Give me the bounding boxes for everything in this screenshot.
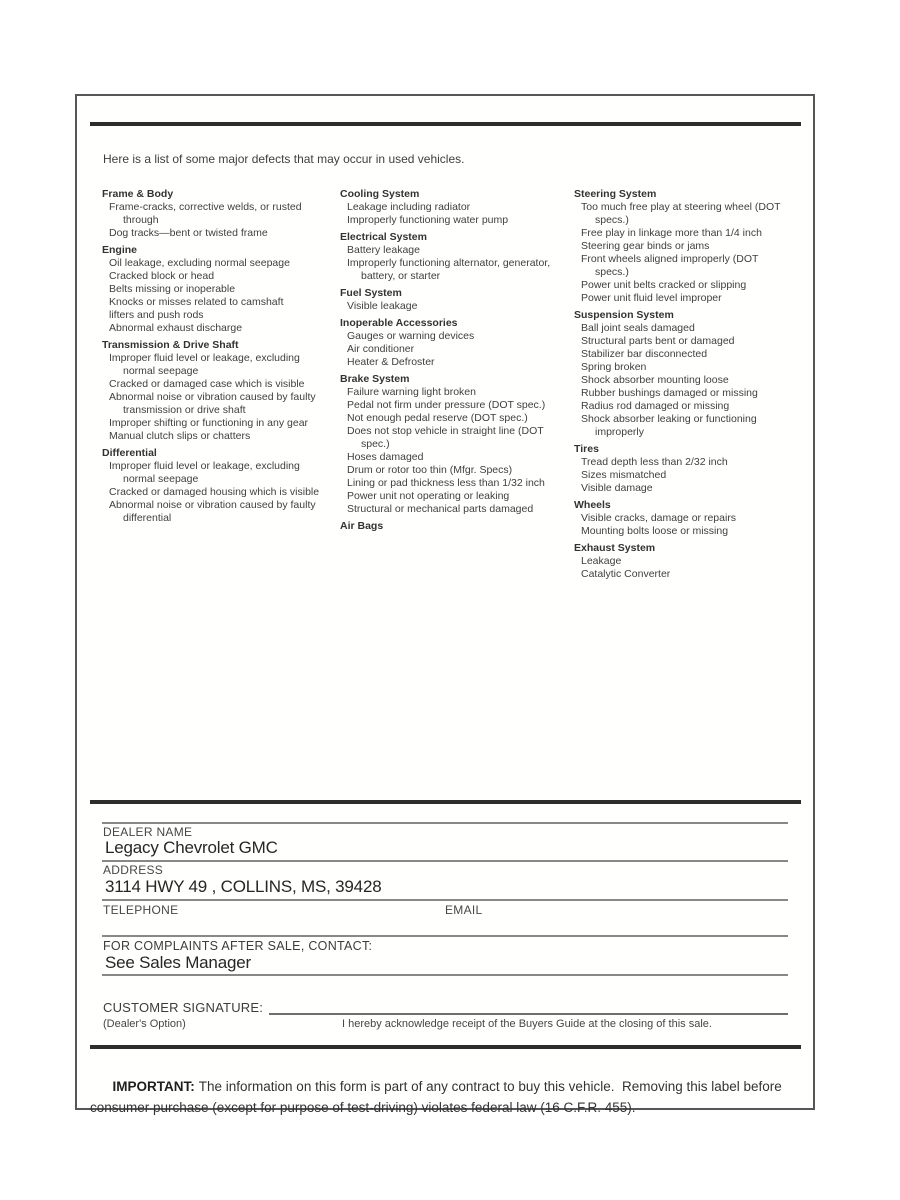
defect-item: Frame-cracks, corrective welds, or rusted through	[109, 201, 302, 226]
defect-item: Power unit not operating or leaking	[347, 490, 510, 502]
defect-item: Heater & Defroster	[347, 356, 435, 368]
telephone-label: TELEPHONE	[103, 903, 179, 917]
defect-section-heading: Electrical System	[340, 231, 427, 243]
defects-column-1	[102, 188, 332, 525]
defect-item: Ball joint seals damaged	[581, 322, 695, 334]
defect-section	[574, 542, 792, 581]
defect-section	[102, 244, 332, 335]
dealer-section-divider-rule	[90, 800, 801, 804]
defect-item: Leakage	[581, 555, 622, 567]
defect-section-heading: Suspension System	[574, 309, 674, 321]
defect-item: Free play in linkage more than 1/4 inch	[581, 227, 762, 239]
defect-item: Structural or mechanical parts damaged	[347, 503, 534, 515]
defect-item: Structural parts bent or damaged	[581, 335, 735, 347]
signature-acknowledgement-text: I hereby acknowledge receipt of the Buyers Guide at the closing of this sale.	[342, 1018, 712, 1030]
defect-item: Failure warning light broken	[347, 386, 476, 398]
address-top-line	[102, 860, 788, 862]
dealer-name-top-line	[102, 822, 788, 824]
defect-item: Pedal not firm under pressure (DOT spec.)	[347, 399, 546, 411]
defect-item: Cracked block or head	[109, 270, 215, 282]
defect-item: Abnormal noise or vibration caused by faulty differential	[109, 499, 316, 524]
complaints-contact-label: FOR COMPLAINTS AFTER SALE, CONTACT:	[103, 939, 373, 953]
defect-section	[102, 447, 332, 525]
customer-signature-row	[103, 999, 788, 1015]
defect-item: Drum or rotor too thin (Mfgr. Specs)	[347, 464, 513, 476]
defect-item: Abnormal noise or vibration caused by faulty transmission or drive shaft	[109, 391, 316, 416]
defect-item: Not enough pedal reserve (DOT spec.)	[347, 412, 528, 424]
defect-item: Spring broken	[581, 361, 647, 373]
defect-item: Hoses damaged	[347, 451, 424, 463]
defect-section	[574, 309, 792, 439]
defect-item: Radius rod damaged or missing	[581, 400, 730, 412]
defect-section-heading: Exhaust System	[574, 542, 656, 554]
defect-item: Power unit fluid level improper	[581, 292, 722, 304]
defect-item: Improperly functioning alternator, generator, battery, or starter	[347, 257, 551, 282]
defect-item: Lining or pad thickness less than 1/32 inch	[347, 477, 545, 489]
complaints-bottom-line	[102, 974, 788, 976]
dealers-option-note: (Dealer's Option)	[103, 1018, 186, 1030]
telephone-top-line	[102, 899, 788, 901]
defect-item: Catalytic Converter	[581, 568, 671, 580]
defect-item: Mounting bolts loose or missing	[581, 525, 729, 537]
defects-column-2	[340, 188, 570, 533]
defect-section-heading: Frame & Body	[102, 188, 174, 200]
defect-item: Dog tracks—bent or twisted frame	[109, 227, 268, 239]
buyers-guide-page	[75, 94, 815, 1115]
defect-item: Shock absorber mounting loose	[581, 374, 729, 386]
important-divider-rule	[90, 1045, 801, 1049]
important-notice-text: The information on this form is part of any contract to buy this vehicle. Removing this label before consumer purchase (except for purpose of test-driving) violates federal law (16 C.F.R. 455).	[90, 1079, 786, 1115]
dealer-name-label: DEALER NAME	[103, 825, 193, 839]
defect-section-heading: Transmission & Drive Shaft	[102, 339, 239, 351]
top-divider-rule	[90, 122, 801, 126]
defect-item: Stabilizer bar disconnected	[581, 348, 708, 360]
defect-section-heading: Engine	[102, 244, 138, 256]
defect-item: Power unit belts cracked or slipping	[581, 279, 747, 291]
defect-section-heading: Brake System	[340, 373, 410, 385]
defect-item: Cracked or damaged housing which is visible	[109, 486, 320, 498]
defect-section-heading: Cooling System	[340, 188, 420, 200]
defect-item: Tread depth less than 2/32 inch	[581, 456, 728, 468]
defect-section	[340, 188, 570, 227]
defect-item: Improper shifting or functioning in any gear	[109, 417, 309, 429]
defect-section	[340, 373, 570, 516]
defect-item: Manual clutch slips or chatters	[109, 430, 251, 442]
defect-item: Shock absorber leaking or functioning improperly	[581, 413, 757, 438]
defect-section-heading: Wheels	[574, 499, 611, 511]
defect-section-heading: Inoperable Accessories	[340, 317, 458, 329]
address-label: ADDRESS	[103, 863, 164, 877]
defect-section	[340, 520, 570, 533]
defect-section-heading: Differential	[102, 447, 157, 459]
defect-section-heading: Air Bags	[340, 520, 384, 532]
defect-section-heading: Steering System	[574, 188, 657, 200]
defect-item: Too much free play at steering wheel (DOT specs.)	[581, 201, 781, 226]
email-label: EMAIL	[445, 903, 483, 917]
defect-item: Does not stop vehicle in straight line (DOT spec.)	[347, 425, 544, 450]
defect-section-heading: Tires	[574, 443, 599, 455]
defect-item: Rubber bushings damaged or missing	[581, 387, 758, 399]
defect-section	[102, 188, 332, 240]
defect-section	[340, 287, 570, 313]
defect-item: Belts missing or inoperable	[109, 283, 236, 295]
defect-item: lifters and push rods	[109, 309, 204, 321]
defect-item: Improperly functioning water pump	[347, 214, 509, 226]
defect-section	[340, 231, 570, 283]
defect-item: Steering gear binds or jams	[581, 240, 710, 252]
defect-item: Sizes mismatched	[581, 469, 667, 481]
complaints-contact-value: See Sales Manager	[105, 953, 251, 972]
defect-section	[340, 317, 570, 369]
defect-section	[574, 499, 792, 538]
defect-section	[574, 188, 792, 305]
important-notice	[90, 1055, 802, 1139]
defect-item: Improper fluid level or leakage, excluding normal seepage	[109, 352, 300, 377]
defects-intro-text: Here is a list of some major defects that may occur in used vehicles.	[103, 152, 465, 166]
defect-item: Front wheels aligned improperly (DOT specs.)	[581, 253, 759, 278]
defect-section-heading: Fuel System	[340, 287, 402, 299]
customer-signature-blank-line	[269, 999, 788, 1015]
defect-item: Battery leakage	[347, 244, 420, 256]
defect-item: Cracked or damaged case which is visible	[109, 378, 305, 390]
defect-section	[574, 443, 792, 495]
defect-section	[102, 339, 332, 443]
defect-item: Visible damage	[581, 482, 653, 494]
defect-item: Visible cracks, damage or repairs	[581, 512, 737, 524]
defect-item: Knocks or misses related to camshaft	[109, 296, 284, 308]
defect-item: Leakage including radiator	[347, 201, 471, 213]
defect-item: Gauges or warning devices	[347, 330, 475, 342]
dealer-name-value: Legacy Chevrolet GMC	[105, 838, 278, 857]
defect-item: Visible leakage	[347, 300, 418, 312]
defect-item: Air conditioner	[347, 343, 415, 355]
defect-item: Improper fluid level or leakage, excluding normal seepage	[109, 460, 300, 485]
complaints-top-line	[102, 935, 788, 937]
important-notice-label: IMPORTANT:	[112, 1079, 195, 1094]
defect-item: Oil leakage, excluding normal seepage	[109, 257, 290, 269]
customer-signature-label: CUSTOMER SIGNATURE:	[103, 1000, 264, 1015]
defect-item: Abnormal exhaust discharge	[109, 322, 243, 334]
defects-column-3	[574, 188, 792, 581]
address-value: 3114 HWY 49 , COLLINS, MS, 39428	[105, 877, 382, 896]
